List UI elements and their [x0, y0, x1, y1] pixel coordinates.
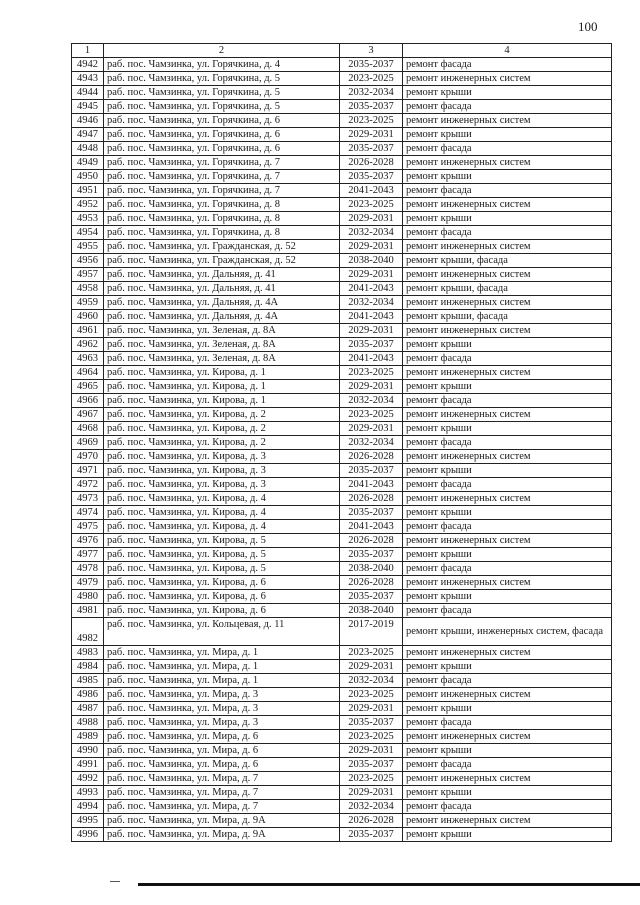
work-type-cell: ремонт инженерных систем — [403, 492, 612, 506]
work-type-cell: ремонт крыши — [403, 786, 612, 800]
row-number: 4947 — [72, 128, 104, 142]
row-number: 4977 — [72, 548, 104, 562]
row-number: 4986 — [72, 688, 104, 702]
period-cell: 2041-2043 — [340, 184, 403, 198]
row-number: 4973 — [72, 492, 104, 506]
row-number: 4964 — [72, 366, 104, 380]
table-row — [72, 296, 612, 310]
row-number: 4948 — [72, 142, 104, 156]
period-cell: 2029-2031 — [340, 422, 403, 436]
address-cell: раб. пос. Чамзинка, ул. Мира, д. 9А — [104, 814, 340, 828]
work-type-cell: ремонт крыши — [403, 660, 612, 674]
header-col-1: 1 — [72, 44, 104, 58]
table-row — [72, 478, 612, 492]
period-cell: 2038-2040 — [340, 562, 403, 576]
row-number: 4959 — [72, 296, 104, 310]
table-row — [72, 100, 612, 114]
row-number: 4994 — [72, 800, 104, 814]
row-number: 4956 — [72, 254, 104, 268]
address-cell: раб. пос. Чамзинка, ул. Кирова, д. 1 — [104, 366, 340, 380]
period-cell: 2023-2025 — [340, 646, 403, 660]
table-row — [72, 646, 612, 660]
address-cell: раб. пос. Чамзинка, ул. Мира, д. 3 — [104, 716, 340, 730]
address-cell: раб. пос. Чамзинка, ул. Зеленая, д. 8А — [104, 324, 340, 338]
address-cell: раб. пос. Чамзинка, ул. Гражданская, д. 52 — [104, 240, 340, 254]
table-row — [72, 408, 612, 422]
row-number: 4990 — [72, 744, 104, 758]
table-row — [72, 282, 612, 296]
row-number: 4960 — [72, 310, 104, 324]
address-cell: раб. пос. Чамзинка, ул. Мира, д. 7 — [104, 800, 340, 814]
row-number: 4980 — [72, 590, 104, 604]
period-cell: 2041-2043 — [340, 310, 403, 324]
work-type-cell: ремонт крыши — [403, 86, 612, 100]
table-row — [72, 688, 612, 702]
row-number: 4993 — [72, 786, 104, 800]
work-type-cell: ремонт инженерных систем — [403, 114, 612, 128]
work-type-cell: ремонт крыши — [403, 170, 612, 184]
table-row — [72, 72, 612, 86]
address-cell: раб. пос. Чамзинка, ул. Кирова, д. 2 — [104, 436, 340, 450]
table-row — [72, 128, 612, 142]
address-cell: раб. пос. Чамзинка, ул. Горячкина, д. 6 — [104, 142, 340, 156]
period-cell: 2029-2031 — [340, 212, 403, 226]
period-cell: 2035-2037 — [340, 758, 403, 772]
table-row — [72, 184, 612, 198]
table-row — [72, 86, 612, 100]
period-cell: 2026-2028 — [340, 576, 403, 590]
row-number: 4951 — [72, 184, 104, 198]
row-number: 4944 — [72, 86, 104, 100]
work-type-cell: ремонт инженерных систем — [403, 156, 612, 170]
row-number: 4949 — [72, 156, 104, 170]
table-row — [72, 142, 612, 156]
period-cell: 2038-2040 — [340, 604, 403, 618]
row-number: 4961 — [72, 324, 104, 338]
period-cell: 2041-2043 — [340, 478, 403, 492]
work-type-cell: ремонт фасада — [403, 716, 612, 730]
table-row — [72, 604, 612, 618]
period-cell: 2032-2034 — [340, 226, 403, 240]
footer-mark — [110, 881, 120, 882]
table-row — [72, 226, 612, 240]
work-type-cell: ремонт крыши, инженерных систем, фасада — [403, 618, 612, 646]
table-row — [72, 450, 612, 464]
row-number: 4991 — [72, 758, 104, 772]
work-type-cell: ремонт крыши — [403, 744, 612, 758]
row-number: 4943 — [72, 72, 104, 86]
table-row — [72, 520, 612, 534]
table-row — [72, 366, 612, 380]
address-cell: раб. пос. Чамзинка, ул. Горячкина, д. 5 — [104, 86, 340, 100]
table-row — [72, 422, 612, 436]
period-cell: 2023-2025 — [340, 366, 403, 380]
period-cell: 2023-2025 — [340, 198, 403, 212]
address-cell: раб. пос. Чамзинка, ул. Мира, д. 1 — [104, 646, 340, 660]
work-type-cell: ремонт крыши — [403, 590, 612, 604]
row-number: 4955 — [72, 240, 104, 254]
address-cell: раб. пос. Чамзинка, ул. Мира, д. 1 — [104, 674, 340, 688]
row-number: 4996 — [72, 828, 104, 842]
address-cell: раб. пос. Чамзинка, ул. Кирова, д. 1 — [104, 380, 340, 394]
period-cell: 2023-2025 — [340, 772, 403, 786]
row-number: 4983 — [72, 646, 104, 660]
address-cell: раб. пос. Чамзинка, ул. Кирова, д. 6 — [104, 576, 340, 590]
header-row — [72, 44, 612, 58]
table-row — [72, 156, 612, 170]
row-number: 4992 — [72, 772, 104, 786]
row-number: 4988 — [72, 716, 104, 730]
table-row — [72, 436, 612, 450]
row-number: 4950 — [72, 170, 104, 184]
period-cell: 2035-2037 — [340, 548, 403, 562]
address-cell: раб. пос. Чамзинка, ул. Кирова, д. 4 — [104, 492, 340, 506]
row-number: 4982 — [72, 618, 104, 646]
table-body — [72, 58, 612, 842]
period-cell: 2035-2037 — [340, 716, 403, 730]
table-row — [72, 170, 612, 184]
period-cell: 2029-2031 — [340, 660, 403, 674]
work-type-cell: ремонт крыши, фасада — [403, 310, 612, 324]
table-row — [72, 730, 612, 744]
address-cell: раб. пос. Чамзинка, ул. Зеленая, д. 8А — [104, 352, 340, 366]
address-cell: раб. пос. Чамзинка, ул. Кирова, д. 5 — [104, 548, 340, 562]
table-row — [72, 716, 612, 730]
table-row — [72, 758, 612, 772]
row-number: 4978 — [72, 562, 104, 576]
period-cell: 2023-2025 — [340, 114, 403, 128]
period-cell: 2041-2043 — [340, 520, 403, 534]
row-number: 4954 — [72, 226, 104, 240]
table-row — [72, 268, 612, 282]
header-col-4: 4 — [403, 44, 612, 58]
address-cell: раб. пос. Чамзинка, ул. Горячкина, д. 8 — [104, 212, 340, 226]
row-number: 4979 — [72, 576, 104, 590]
address-cell: раб. пос. Чамзинка, ул. Мира, д. 7 — [104, 772, 340, 786]
period-cell: 2029-2031 — [340, 240, 403, 254]
table-row — [72, 590, 612, 604]
period-cell: 2035-2037 — [340, 506, 403, 520]
address-cell: раб. пос. Чамзинка, ул. Горячкина, д. 7 — [104, 184, 340, 198]
row-number: 4967 — [72, 408, 104, 422]
address-cell: раб. пос. Чамзинка, ул. Зеленая, д. 8А — [104, 338, 340, 352]
table-row — [72, 786, 612, 800]
row-number: 4976 — [72, 534, 104, 548]
work-type-cell: ремонт инженерных систем — [403, 240, 612, 254]
address-cell: раб. пос. Чамзинка, ул. Мира, д. 6 — [104, 730, 340, 744]
work-type-cell: ремонт крыши — [403, 128, 612, 142]
period-cell: 2017-2019 — [340, 618, 403, 646]
period-cell: 2026-2028 — [340, 156, 403, 170]
table-row — [72, 744, 612, 758]
work-type-cell: ремонт фасада — [403, 604, 612, 618]
period-cell: 2035-2037 — [340, 464, 403, 478]
address-cell: раб. пос. Чамзинка, ул. Дальняя, д. 4А — [104, 296, 340, 310]
table-row — [72, 352, 612, 366]
work-type-cell: ремонт инженерных систем — [403, 324, 612, 338]
work-type-cell: ремонт крыши — [403, 702, 612, 716]
table-row — [72, 212, 612, 226]
work-type-cell: ремонт инженерных систем — [403, 814, 612, 828]
row-number: 4974 — [72, 506, 104, 520]
work-type-cell: ремонт крыши, фасада — [403, 254, 612, 268]
table-row — [72, 702, 612, 716]
row-number: 4985 — [72, 674, 104, 688]
address-cell: раб. пос. Чамзинка, ул. Мира, д. 6 — [104, 758, 340, 772]
period-cell: 2032-2034 — [340, 800, 403, 814]
work-type-cell: ремонт инженерных систем — [403, 450, 612, 464]
table-row — [72, 338, 612, 352]
address-cell: раб. пос. Чамзинка, ул. Горячкина, д. 7 — [104, 156, 340, 170]
work-type-cell: ремонт инженерных систем — [403, 366, 612, 380]
period-cell: 2026-2028 — [340, 450, 403, 464]
row-number: 4984 — [72, 660, 104, 674]
footer-rule — [138, 883, 640, 886]
address-cell: раб. пос. Чамзинка, ул. Мира, д. 3 — [104, 688, 340, 702]
table-row — [72, 240, 612, 254]
period-cell: 2035-2037 — [340, 590, 403, 604]
work-type-cell: ремонт фасада — [403, 674, 612, 688]
address-cell: раб. пос. Чамзинка, ул. Кирова, д. 3 — [104, 464, 340, 478]
row-number: 4981 — [72, 604, 104, 618]
address-cell: раб. пос. Чамзинка, ул. Горячкина, д. 6 — [104, 114, 340, 128]
period-cell: 2038-2040 — [340, 254, 403, 268]
address-cell: раб. пос. Чамзинка, ул. Дальняя, д. 41 — [104, 268, 340, 282]
address-cell: раб. пос. Чамзинка, ул. Кирова, д. 6 — [104, 604, 340, 618]
row-number: 4946 — [72, 114, 104, 128]
period-cell: 2035-2037 — [340, 338, 403, 352]
work-type-cell: ремонт крыши — [403, 506, 612, 520]
address-cell: раб. пос. Чамзинка, ул. Горячкина, д. 8 — [104, 226, 340, 240]
row-number: 4972 — [72, 478, 104, 492]
table-row — [72, 674, 612, 688]
address-cell: раб. пос. Чамзинка, ул. Кирова, д. 1 — [104, 394, 340, 408]
period-cell: 2023-2025 — [340, 408, 403, 422]
row-number: 4987 — [72, 702, 104, 716]
table-row — [72, 660, 612, 674]
work-type-cell: ремонт фасада — [403, 436, 612, 450]
period-cell: 2029-2031 — [340, 380, 403, 394]
row-number: 4995 — [72, 814, 104, 828]
period-cell: 2026-2028 — [340, 534, 403, 548]
table-row — [72, 310, 612, 324]
table-row — [72, 562, 612, 576]
work-type-cell: ремонт инженерных систем — [403, 576, 612, 590]
row-number: 4942 — [72, 58, 104, 72]
row-number: 4970 — [72, 450, 104, 464]
table-row — [72, 828, 612, 842]
period-cell: 2032-2034 — [340, 674, 403, 688]
table-row — [72, 548, 612, 562]
table-row — [72, 394, 612, 408]
work-type-cell: ремонт крыши — [403, 338, 612, 352]
work-type-cell: ремонт инженерных систем — [403, 408, 612, 422]
work-type-cell: ремонт фасада — [403, 352, 612, 366]
address-cell: раб. пос. Чамзинка, ул. Дальняя, д. 4А — [104, 310, 340, 324]
address-cell: раб. пос. Чамзинка, ул. Мира, д. 1 — [104, 660, 340, 674]
work-type-cell: ремонт фасада — [403, 758, 612, 772]
address-cell: раб. пос. Чамзинка, ул. Кирова, д. 3 — [104, 450, 340, 464]
work-type-cell: ремонт фасада — [403, 520, 612, 534]
address-cell: раб. пос. Чамзинка, ул. Кирова, д. 2 — [104, 422, 340, 436]
work-type-cell: ремонт фасада — [403, 100, 612, 114]
period-cell: 2029-2031 — [340, 786, 403, 800]
work-type-cell: ремонт крыши — [403, 464, 612, 478]
address-cell: раб. пос. Чамзинка, ул. Кирова, д. 5 — [104, 562, 340, 576]
address-cell: раб. пос. Чамзинка, ул. Гражданская, д. 52 — [104, 254, 340, 268]
work-type-cell: ремонт крыши — [403, 422, 612, 436]
period-cell: 2035-2037 — [340, 100, 403, 114]
address-cell: раб. пос. Чамзинка, ул. Кирова, д. 5 — [104, 534, 340, 548]
address-cell: раб. пос. Чамзинка, ул. Мира, д. 6 — [104, 744, 340, 758]
address-cell: раб. пос. Чамзинка, ул. Горячкина, д. 5 — [104, 100, 340, 114]
table-row — [72, 324, 612, 338]
header-col-2: 2 — [104, 44, 340, 58]
address-cell: раб. пос. Чамзинка, ул. Мира, д. 9А — [104, 828, 340, 842]
address-cell: раб. пос. Чамзинка, ул. Горячкина, д. 5 — [104, 72, 340, 86]
period-cell: 2032-2034 — [340, 86, 403, 100]
table-row — [72, 814, 612, 828]
period-cell: 2041-2043 — [340, 352, 403, 366]
row-number: 4945 — [72, 100, 104, 114]
period-cell: 2035-2037 — [340, 170, 403, 184]
period-cell: 2035-2037 — [340, 58, 403, 72]
address-cell: раб. пос. Чамзинка, ул. Кирова, д. 3 — [104, 478, 340, 492]
period-cell: 2029-2031 — [340, 702, 403, 716]
work-type-cell: ремонт крыши — [403, 212, 612, 226]
period-cell: 2035-2037 — [340, 828, 403, 842]
work-type-cell: ремонт инженерных систем — [403, 296, 612, 310]
work-type-cell: ремонт фасада — [403, 478, 612, 492]
row-number: 4969 — [72, 436, 104, 450]
work-type-cell: ремонт инженерных систем — [403, 730, 612, 744]
row-number: 4968 — [72, 422, 104, 436]
period-cell: 2026-2028 — [340, 814, 403, 828]
repair-schedule-table — [71, 43, 612, 842]
row-number: 4963 — [72, 352, 104, 366]
work-type-cell: ремонт крыши — [403, 828, 612, 842]
address-cell: раб. пос. Чамзинка, ул. Горячкина, д. 8 — [104, 198, 340, 212]
address-cell: раб. пос. Чамзинка, ул. Горячкина, д. 4 — [104, 58, 340, 72]
period-cell: 2041-2043 — [340, 282, 403, 296]
table-row — [72, 114, 612, 128]
work-type-cell: ремонт крыши, фасада — [403, 282, 612, 296]
period-cell: 2035-2037 — [340, 142, 403, 156]
row-number: 4975 — [72, 520, 104, 534]
address-cell: раб. пос. Чамзинка, ул. Кольцевая, д. 11 — [104, 618, 340, 646]
period-cell: 2032-2034 — [340, 394, 403, 408]
table-row — [72, 254, 612, 268]
period-cell: 2023-2025 — [340, 688, 403, 702]
period-cell: 2029-2031 — [340, 324, 403, 338]
row-number: 4952 — [72, 198, 104, 212]
address-cell: раб. пос. Чамзинка, ул. Кирова, д. 6 — [104, 590, 340, 604]
table-row — [72, 576, 612, 590]
work-type-cell: ремонт инженерных систем — [403, 268, 612, 282]
work-type-cell: ремонт инженерных систем — [403, 688, 612, 702]
header-col-3: 3 — [340, 44, 403, 58]
work-type-cell: ремонт крыши — [403, 380, 612, 394]
period-cell: 2029-2031 — [340, 268, 403, 282]
address-cell: раб. пос. Чамзинка, ул. Кирова, д. 4 — [104, 520, 340, 534]
table-row — [72, 534, 612, 548]
table-row — [72, 58, 612, 72]
address-cell: раб. пос. Чамзинка, ул. Горячкина, д. 6 — [104, 128, 340, 142]
address-cell: раб. пос. Чамзинка, ул. Мира, д. 7 — [104, 786, 340, 800]
period-cell: 2032-2034 — [340, 436, 403, 450]
row-number: 4957 — [72, 268, 104, 282]
row-number: 4971 — [72, 464, 104, 478]
table-row — [72, 618, 612, 646]
row-number: 4989 — [72, 730, 104, 744]
work-type-cell: ремонт крыши — [403, 548, 612, 562]
table-row — [72, 380, 612, 394]
row-number: 4965 — [72, 380, 104, 394]
work-type-cell: ремонт фасада — [403, 800, 612, 814]
table-row — [72, 492, 612, 506]
period-cell: 2026-2028 — [340, 492, 403, 506]
row-number: 4953 — [72, 212, 104, 226]
row-number: 4966 — [72, 394, 104, 408]
table-row — [72, 800, 612, 814]
row-number: 4962 — [72, 338, 104, 352]
table-row — [72, 506, 612, 520]
period-cell: 2029-2031 — [340, 744, 403, 758]
period-cell: 2032-2034 — [340, 296, 403, 310]
period-cell: 2023-2025 — [340, 730, 403, 744]
table-header — [72, 44, 612, 58]
address-cell: раб. пос. Чамзинка, ул. Кирова, д. 4 — [104, 506, 340, 520]
table-row — [72, 772, 612, 786]
address-cell: раб. пос. Чамзинка, ул. Горячкина, д. 7 — [104, 170, 340, 184]
table-row — [72, 198, 612, 212]
work-type-cell: ремонт инженерных систем — [403, 72, 612, 86]
work-type-cell: ремонт фасада — [403, 394, 612, 408]
work-type-cell: ремонт фасада — [403, 226, 612, 240]
work-type-cell: ремонт фасада — [403, 142, 612, 156]
work-type-cell: ремонт инженерных систем — [403, 198, 612, 212]
period-cell: 2023-2025 — [340, 72, 403, 86]
row-number: 4958 — [72, 282, 104, 296]
work-type-cell: ремонт инженерных систем — [403, 772, 612, 786]
table-row — [72, 464, 612, 478]
period-cell: 2029-2031 — [340, 128, 403, 142]
work-type-cell: ремонт фасада — [403, 184, 612, 198]
address-cell: раб. пос. Чамзинка, ул. Дальняя, д. 41 — [104, 282, 340, 296]
address-cell: раб. пос. Чамзинка, ул. Кирова, д. 2 — [104, 408, 340, 422]
work-type-cell: ремонт фасада — [403, 58, 612, 72]
work-type-cell: ремонт инженерных систем — [403, 646, 612, 660]
page-number: 100 — [578, 19, 598, 34]
work-type-cell: ремонт инженерных систем — [403, 534, 612, 548]
work-type-cell: ремонт фасада — [403, 562, 612, 576]
address-cell: раб. пос. Чамзинка, ул. Мира, д. 3 — [104, 702, 340, 716]
